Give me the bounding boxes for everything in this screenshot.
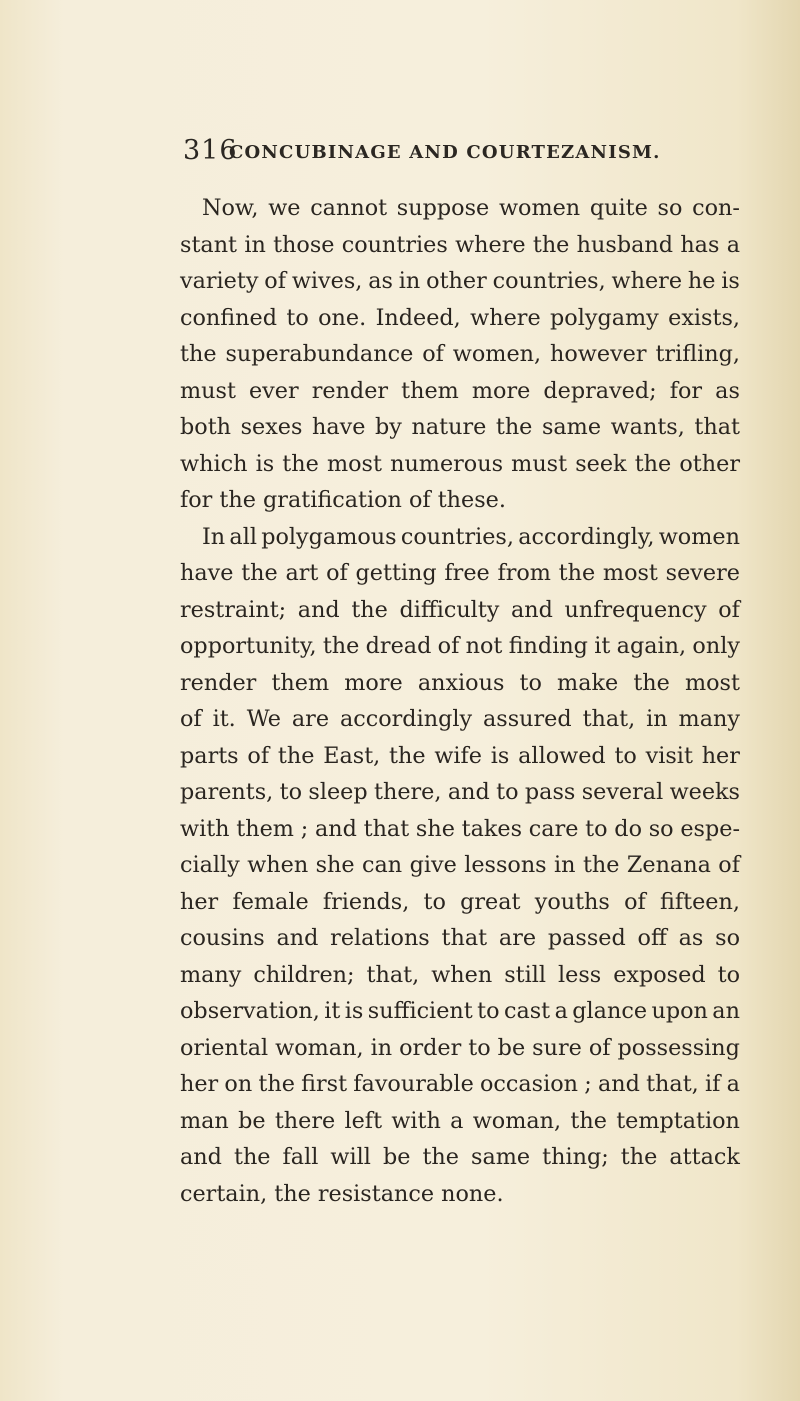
word: the (282, 450, 319, 477)
word: favourable (353, 1071, 474, 1097)
word: parents, (180, 779, 274, 805)
word: care (528, 815, 579, 842)
word: variety (180, 268, 259, 294)
word: opportunity, (180, 633, 317, 659)
word: in (646, 706, 668, 732)
word: wants, (610, 414, 685, 440)
word: to (286, 304, 309, 331)
word: however (550, 341, 647, 367)
word: all (229, 523, 257, 550)
word: a (450, 1107, 464, 1134)
word: fall (282, 1144, 319, 1170)
word: the (634, 450, 672, 477)
word: sexes (240, 414, 303, 440)
word: must (180, 377, 236, 404)
word: most (684, 669, 740, 696)
word: a (726, 231, 740, 258)
word: in (398, 268, 421, 294)
text-line (180, 446, 740, 483)
word: to (477, 998, 500, 1024)
text-line (180, 811, 740, 848)
word: women, (452, 341, 542, 367)
word: youths (534, 888, 610, 915)
word: of (247, 742, 270, 769)
word: assured (482, 706, 572, 732)
word: on (224, 1071, 253, 1097)
text-line (180, 847, 740, 884)
word: the (582, 852, 620, 878)
word: with (180, 815, 230, 842)
word: the (180, 341, 217, 367)
word: glance (572, 998, 648, 1024)
word: dread (365, 633, 432, 659)
text-line: certain, the resistance none. (180, 1180, 504, 1207)
word: so (657, 195, 683, 221)
word: fifteen, (660, 888, 740, 915)
word: so (648, 815, 674, 842)
word: relations (330, 925, 430, 951)
word: of (718, 596, 740, 623)
text-line: for the gratification of these. (180, 487, 506, 513)
word: art (285, 560, 319, 586)
word: that, (646, 1071, 699, 1097)
word: more (471, 377, 531, 404)
word: and (276, 925, 319, 951)
text-line (180, 957, 740, 994)
word: Indeed, (375, 304, 461, 331)
word: a (554, 998, 568, 1024)
word: observation, (180, 998, 320, 1024)
text-line (180, 336, 740, 373)
word: cousins (180, 925, 265, 951)
text-line (180, 373, 740, 410)
word: polygamous (261, 523, 397, 550)
word: if (704, 1071, 721, 1097)
word: them (236, 815, 294, 842)
word: wives, (291, 268, 363, 294)
word: trifling, (655, 341, 740, 367)
word: of (588, 1034, 611, 1061)
word: do (614, 815, 642, 842)
word: the (277, 742, 315, 769)
word: she (415, 815, 455, 842)
word: those (273, 231, 335, 258)
word: and (314, 815, 357, 842)
word: less (558, 961, 602, 988)
word: stant (180, 231, 238, 258)
word: to (519, 669, 542, 696)
text-line (180, 701, 740, 738)
word: Now, (202, 195, 259, 221)
word: as (368, 268, 393, 294)
word: upon (651, 998, 708, 1024)
word: give (409, 852, 457, 878)
word: restraint; (180, 596, 287, 623)
word: of (264, 268, 286, 294)
word: cially (180, 852, 240, 878)
word: thing; (542, 1144, 609, 1170)
word: again, (616, 633, 687, 659)
word: confined (180, 304, 277, 331)
word: her (701, 742, 740, 769)
word: there (274, 1107, 336, 1134)
word: many (678, 706, 740, 732)
word: Zenana (626, 852, 711, 878)
word: of (326, 560, 348, 586)
word: where (470, 304, 541, 331)
word: countries, (492, 268, 606, 294)
word: attack (669, 1144, 740, 1170)
word: from (497, 560, 551, 586)
word: depraved; (543, 377, 657, 404)
word: women (658, 523, 740, 550)
word: and (597, 1071, 640, 1097)
word: of (624, 888, 646, 915)
word: not (465, 633, 503, 659)
word: it (324, 998, 341, 1024)
word: the (389, 742, 426, 769)
word: the (233, 1144, 271, 1170)
word: most (326, 450, 382, 477)
word: make (557, 669, 619, 696)
page-header (183, 135, 723, 175)
word: con- (692, 195, 740, 221)
word: to (585, 815, 608, 842)
word: the (558, 560, 596, 586)
word: cast (503, 998, 551, 1024)
word: to (423, 888, 446, 915)
text-line (180, 592, 740, 629)
word: will (330, 1144, 371, 1170)
word: several (581, 779, 664, 805)
word: that, (582, 706, 636, 732)
word: allowed (518, 742, 606, 769)
word: We (246, 706, 281, 732)
word: it. (212, 706, 236, 732)
word: possessing (617, 1034, 740, 1061)
word: exposed (613, 961, 706, 988)
word: severe (665, 560, 740, 586)
text-line (180, 920, 740, 957)
word: first (301, 1071, 348, 1097)
word: to (614, 742, 637, 769)
word: most (602, 560, 658, 586)
word: them (271, 669, 330, 696)
text-line (180, 263, 740, 300)
word: female (232, 888, 309, 915)
word: ; (584, 1071, 592, 1097)
word: of (180, 706, 202, 732)
word: occasion (479, 1071, 579, 1097)
word: with (391, 1107, 441, 1134)
text-line (180, 665, 740, 702)
word: passed (547, 925, 626, 951)
word: great (460, 888, 521, 915)
word: pass (524, 779, 576, 805)
word: he (687, 268, 716, 294)
word: women (498, 195, 581, 221)
word: difficulty (399, 596, 500, 623)
word: them (401, 377, 459, 404)
word: countries, (400, 523, 514, 550)
word: to (468, 1034, 491, 1061)
word: it (594, 633, 611, 659)
word: have (180, 560, 234, 586)
word: to (717, 961, 740, 988)
word: by (375, 414, 402, 440)
word: so (715, 925, 740, 951)
running-head: CONCUBINAGE AND COURTEZANISM. (229, 142, 661, 163)
word: free (444, 560, 490, 586)
word: other (426, 268, 487, 294)
word: and (510, 596, 553, 623)
word: and (297, 596, 340, 623)
word: woman, (275, 1034, 364, 1061)
word: numerous (390, 450, 504, 477)
word: East, (323, 742, 381, 769)
word: anxious (417, 669, 505, 696)
word: cannot (310, 195, 388, 221)
text-line (180, 1139, 740, 1176)
body-text (180, 190, 740, 1212)
text-line (180, 190, 740, 227)
word: children; (253, 961, 355, 988)
word: wife (434, 742, 482, 769)
word: woman, (472, 1107, 562, 1134)
word: nature (411, 414, 487, 440)
word: and (447, 779, 490, 805)
word: the (495, 414, 533, 440)
word: ; (300, 815, 309, 842)
word: unfrequency (564, 596, 707, 623)
word: many (180, 961, 242, 988)
text-line (180, 1030, 740, 1067)
word: in (554, 852, 576, 878)
word: sleep (308, 779, 368, 805)
word: the (258, 1071, 295, 1097)
word: friends, (322, 888, 410, 915)
word: same (541, 414, 602, 440)
word: have (312, 414, 366, 440)
word: where (611, 268, 683, 294)
word: there, (374, 779, 442, 805)
word: is (344, 998, 364, 1024)
word: sure (532, 1034, 582, 1061)
text-line (180, 628, 740, 665)
word: lessons (464, 852, 547, 878)
word: seek (575, 450, 627, 477)
word: the (570, 1107, 607, 1134)
word: In (202, 523, 226, 550)
word: be (382, 1144, 411, 1170)
word: sufficient (367, 998, 473, 1024)
word: that (441, 925, 488, 951)
word: that (363, 815, 410, 842)
word: polygamy (550, 304, 659, 331)
text-line (180, 993, 740, 1030)
word: oriental (180, 1034, 269, 1061)
word: which (180, 450, 248, 477)
text-line (180, 300, 740, 337)
word: temptation (616, 1107, 740, 1134)
text-line (180, 1103, 740, 1140)
word: are (291, 706, 330, 732)
text-line (180, 774, 740, 811)
word: left (344, 1107, 383, 1134)
word: man (180, 1107, 229, 1134)
word: a (726, 1071, 740, 1097)
word: be (497, 1034, 526, 1061)
word: an (712, 998, 740, 1024)
word: order (399, 1034, 462, 1061)
word: to (496, 779, 519, 805)
word: is (490, 742, 510, 769)
word: exists, (668, 304, 740, 331)
word: must (511, 450, 568, 477)
word: same (471, 1144, 531, 1170)
word: when (431, 961, 493, 988)
word: the (241, 560, 278, 586)
word: is (721, 268, 740, 294)
word: still (504, 961, 546, 988)
word: more (344, 669, 403, 696)
word: takes (461, 815, 523, 842)
word: ever (248, 377, 299, 404)
word: render (180, 669, 257, 696)
word: is (255, 450, 275, 477)
word: she (315, 852, 355, 878)
word: of (437, 633, 460, 659)
word: that, (366, 961, 420, 988)
word: of (422, 341, 444, 367)
text-line (180, 555, 740, 592)
word: quite (589, 195, 648, 221)
word: be (238, 1107, 266, 1134)
word: husband (576, 231, 674, 258)
text-line (180, 409, 740, 446)
word: as (678, 925, 704, 951)
word: of (718, 852, 740, 878)
text-line (180, 1066, 740, 1103)
word: superabundance (225, 341, 414, 367)
word: are (498, 925, 537, 951)
word: the (322, 633, 360, 659)
word: getting (355, 560, 437, 586)
word: the (422, 1144, 459, 1170)
word: accordingly (339, 706, 473, 732)
word: to (279, 779, 303, 805)
word: only (692, 633, 740, 659)
word: espe- (680, 815, 740, 842)
word: both (180, 414, 232, 440)
word: finding (508, 633, 588, 659)
word: other (679, 450, 740, 477)
page-number: 316 (183, 135, 238, 166)
word: we (268, 195, 301, 221)
word: where (455, 231, 526, 258)
word: weeks (669, 779, 740, 805)
text-line (180, 227, 740, 264)
word: one. (318, 304, 367, 331)
word: her (180, 1071, 219, 1097)
word: can (362, 852, 403, 878)
word: that (694, 414, 740, 440)
word: render (311, 377, 389, 404)
word: the (620, 1144, 658, 1170)
word: suppose (396, 195, 490, 221)
text-line (180, 884, 740, 921)
word: visit (645, 742, 693, 769)
word: parts (180, 742, 239, 769)
text-line (180, 738, 740, 775)
word: countries (341, 231, 448, 258)
word: has (680, 231, 720, 258)
word: her (180, 888, 219, 915)
word: as (715, 377, 740, 404)
word: in (370, 1034, 393, 1061)
word: when (247, 852, 309, 878)
word: the (532, 231, 570, 258)
word: off (637, 925, 667, 951)
word: the (633, 669, 670, 696)
word: in (244, 231, 266, 258)
word: and (180, 1144, 222, 1170)
word: accordingly, (518, 523, 655, 550)
word: for (669, 377, 703, 404)
word: the (351, 596, 388, 623)
text-line (180, 519, 740, 556)
